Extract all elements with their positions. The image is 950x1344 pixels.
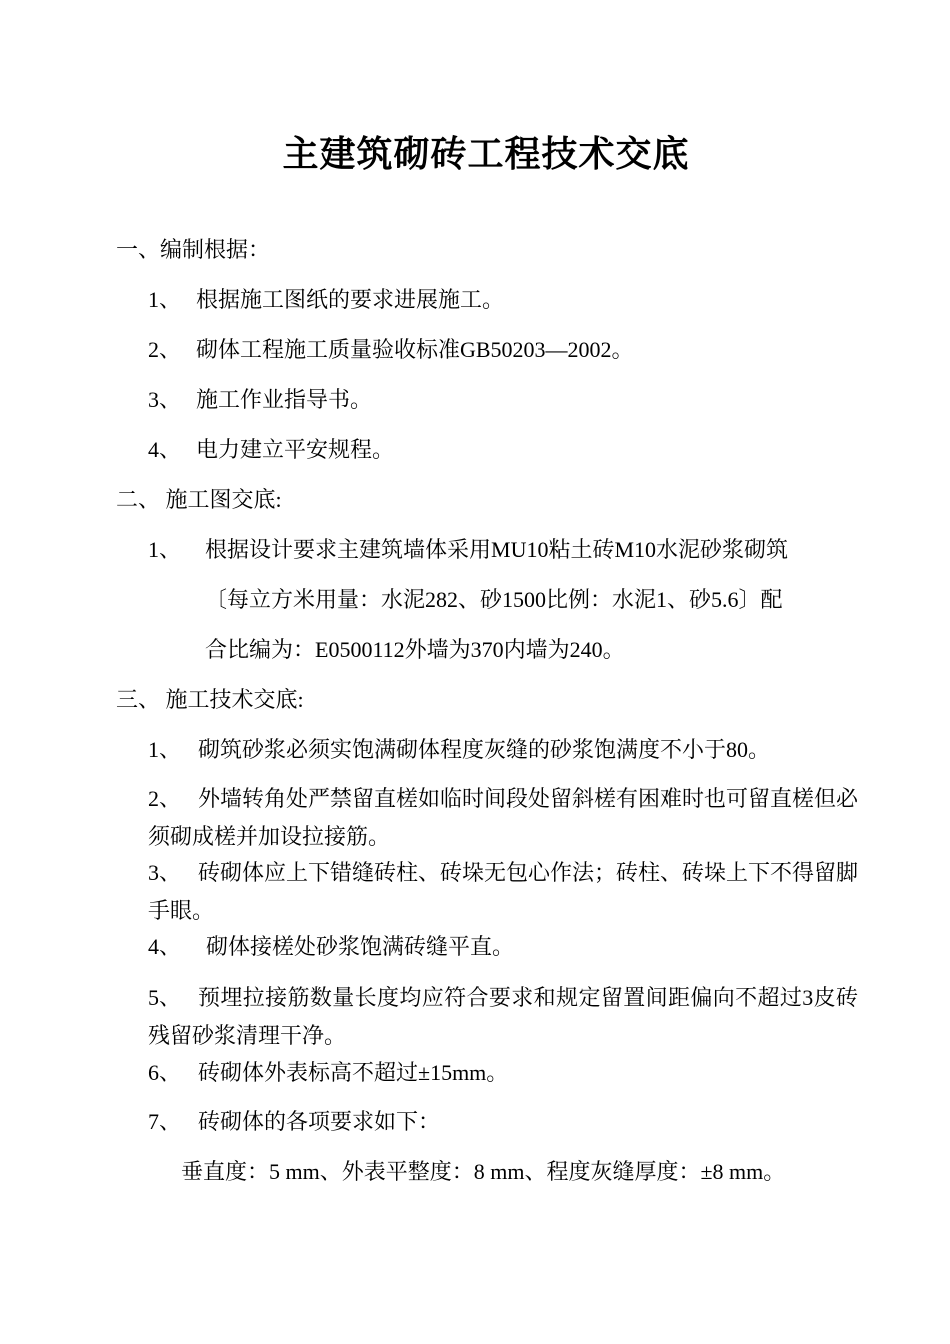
list-item-number: 1、 <box>148 737 182 762</box>
list-item-text: 外墙转角处严禁留直槎如临时间段处留斜槎有困难时也可留直槎但必须砌成槎并加设拉接筋。 <box>148 786 859 849</box>
list-item-text: 砌体工程施工质量验收标准GB50203—2002。 <box>196 337 634 362</box>
list-item-text: 施工作业指导书。 <box>196 387 373 412</box>
list-item-number: 2、 <box>148 786 182 811</box>
document-title: 主建筑砌砖工程技术交底 <box>282 134 690 174</box>
list-item-text: 预埋拉接筋数量长度均应符合要求和规定留置间距偏向不超过3皮砖残留砂浆清理干净。 <box>148 985 858 1048</box>
list-item-text-line: 根据设计要求主建筑墙体采用MU10粘土砖M10水泥砂浆砌筑 <box>205 537 789 562</box>
list-item-number: 3、 <box>148 387 182 412</box>
list-item-text-line: 合比编为：E0500112外墙为370内墙为240。 <box>205 637 625 662</box>
list-item-number: 1、 <box>148 537 182 562</box>
section-heading-basis: 一、编制根据： <box>116 237 271 262</box>
list-item-number: 1、 <box>148 287 182 312</box>
list-item-number: 5、 <box>148 985 182 1010</box>
section-heading-technical: 三、 施工技术交底: <box>116 687 304 712</box>
list-item-text: 电力建立平安规程。 <box>196 437 395 462</box>
list-item-text-line: 〔每立方米用量：水泥282、砂1500比例：水泥1、砂5.6〕配 <box>205 587 783 612</box>
list-item-text: 砌体接槎处砂浆饱满砖缝平直。 <box>206 934 515 959</box>
list-item-number: 3、 <box>148 860 182 885</box>
list-item-text: 砖砌体应上下错缝砖柱、砖垛无包心作法；砖柱、砖垛上下不得留脚手眼。 <box>148 860 859 923</box>
list-item-text: 砖砌体外表标高不超过±15mm。 <box>198 1060 509 1085</box>
list-item-number: 6、 <box>148 1060 182 1085</box>
list-item-number: 4、 <box>148 437 182 462</box>
list-item-number: 2、 <box>148 337 182 362</box>
list-item-text: 砖砌体的各项要求如下： <box>198 1109 441 1134</box>
list-item-number: 4、 <box>148 934 182 959</box>
list-item-number: 7、 <box>148 1109 182 1134</box>
section-heading-drawings: 二、 施工图交底: <box>116 487 282 512</box>
list-item-text: 砌筑砂浆必须实饱满砌体程度灰缝的砂浆饱满度不小于80。 <box>198 737 771 762</box>
requirements-values: 垂直度：5 mm、外表平整度：8 mm、程度灰缝厚度：±8 mm。 <box>181 1159 786 1184</box>
list-item-text: 根据施工图纸的要求进展施工。 <box>196 287 505 312</box>
